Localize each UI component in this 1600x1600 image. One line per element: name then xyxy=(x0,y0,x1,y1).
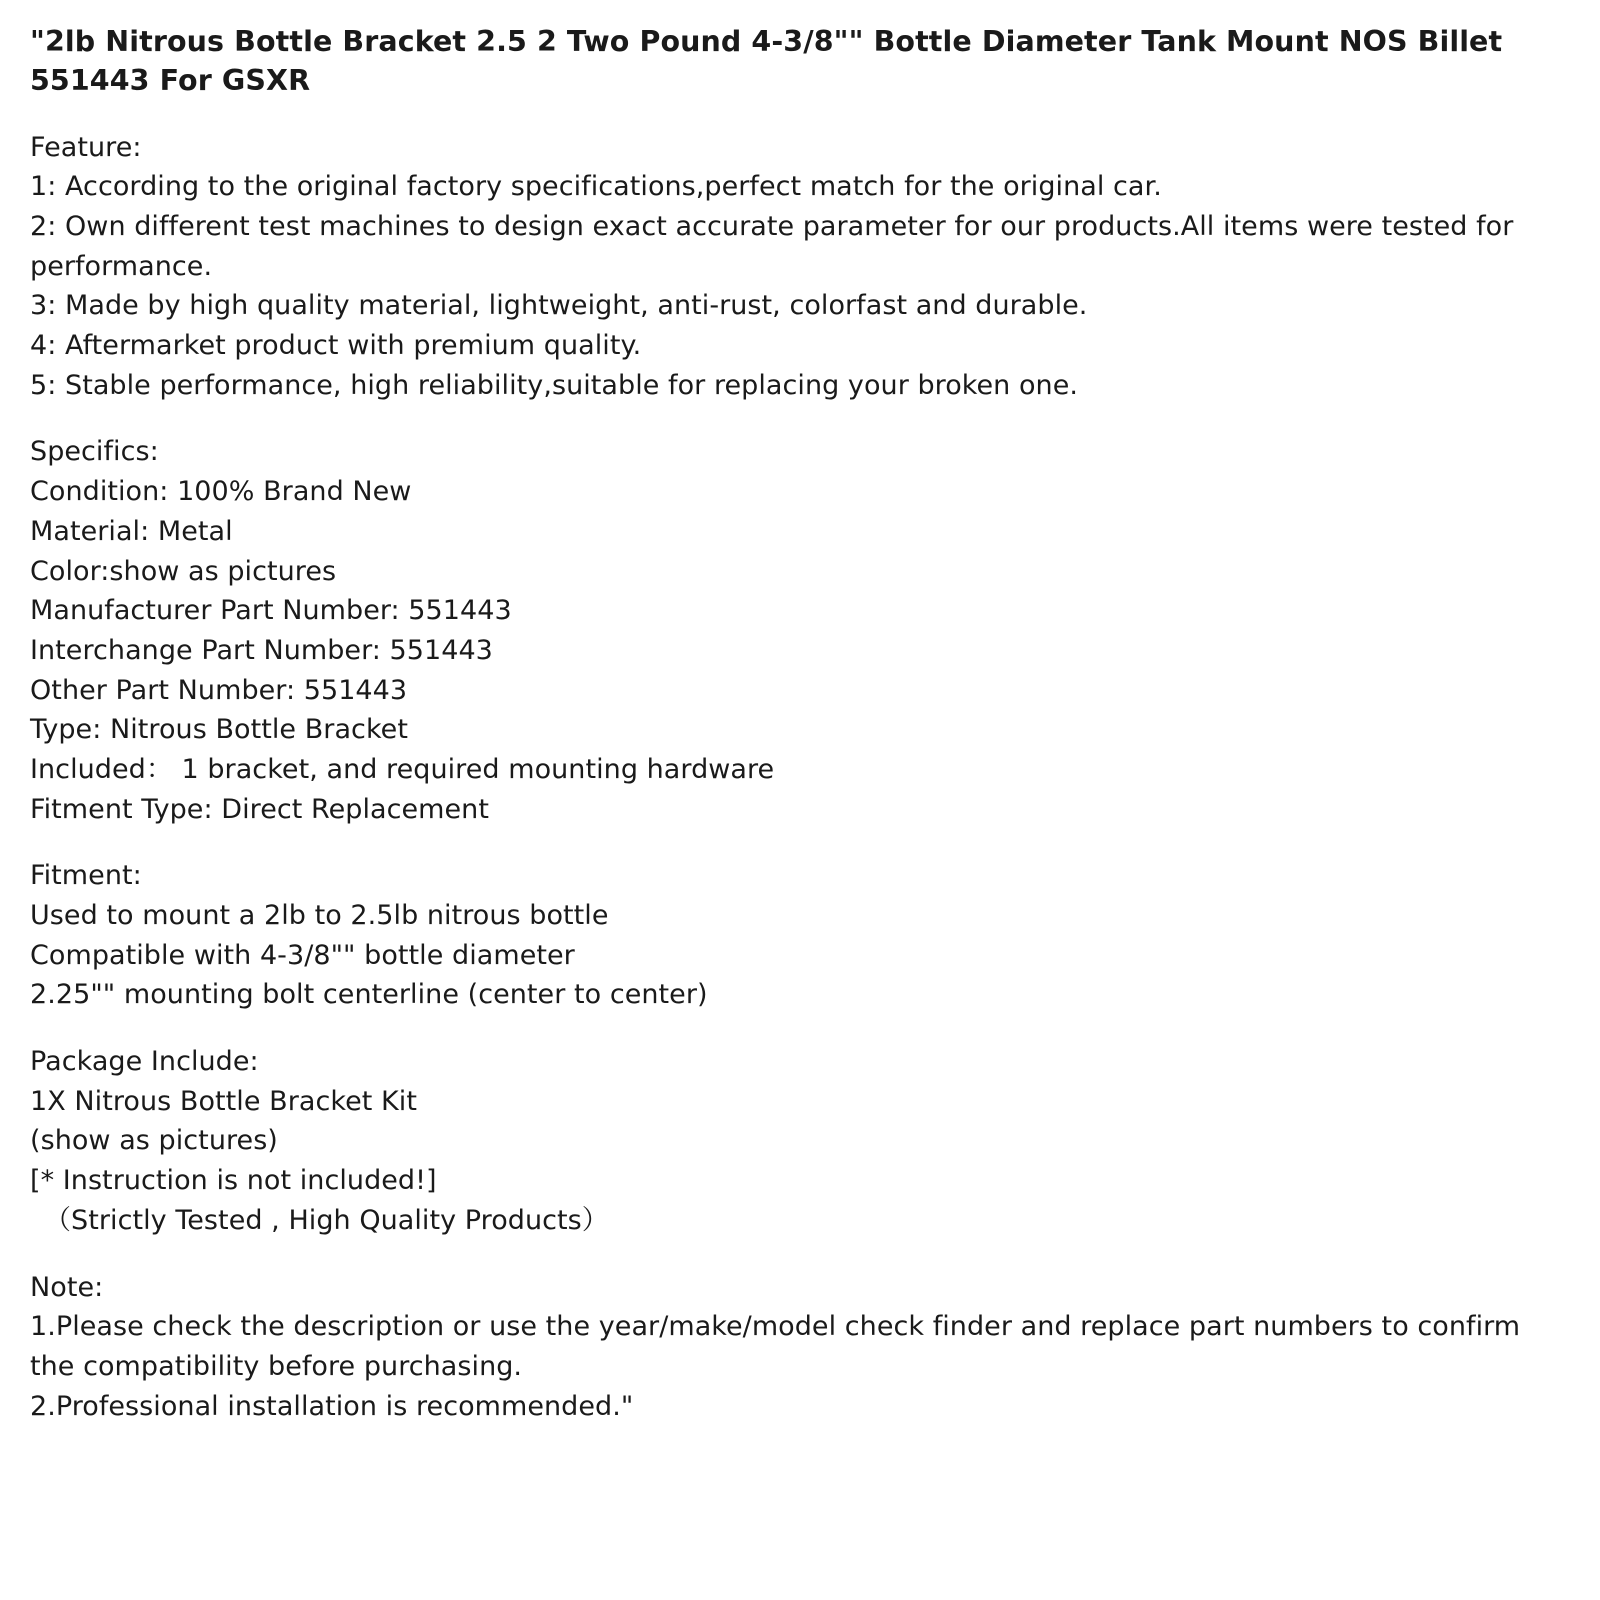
note-item: 1.Please check the description or use the year/make/model check finder and replace part numbers to confirm the compatibility before purchasing. xyxy=(30,1311,1521,1382)
feature-item: 5: Stable performance, high reliability,suitable for replacing your broken one. xyxy=(30,369,1078,401)
spec-item: Other Part Number: 551443 xyxy=(30,674,408,706)
section-package-include xyxy=(30,1042,1570,1240)
spec-item: Fitment Type: Direct Replacement xyxy=(30,793,489,825)
spec-item: Type: Nitrous Bottle Bracket xyxy=(30,714,408,746)
package-item: （Strictly Tested , High Quality Products） xyxy=(44,1204,609,1236)
feature-item: 2: Own different test machines to design exact accurate parameter for our products.All items were tested for performance. xyxy=(30,211,1514,282)
section-feature xyxy=(30,128,1570,406)
fitment-item: 2.25"" mounting bolt centerline (center to center) xyxy=(30,979,708,1011)
feature-item: 3: Made by high quality material, lightweight, anti-rust, colorfast and durable. xyxy=(30,290,1088,322)
spec-item: Interchange Part Number: 551443 xyxy=(30,634,493,666)
package-item: [* Instruction is not included!] xyxy=(30,1165,437,1197)
package-item: 1X Nitrous Bottle Bracket Kit xyxy=(30,1085,417,1117)
section-heading: Package Include: xyxy=(30,1046,259,1078)
section-specifics xyxy=(30,432,1570,829)
section-heading: Fitment: xyxy=(30,860,142,892)
section-note xyxy=(30,1268,1570,1427)
spec-item: Manufacturer Part Number: 551443 xyxy=(30,595,512,627)
section-fitment xyxy=(30,856,1570,1015)
spec-item: Material: Metal xyxy=(30,515,233,547)
spec-item: Included： 1 bracket, and required mounting hardware xyxy=(30,753,775,785)
feature-item: 4: Aftermarket product with premium quality. xyxy=(30,330,642,362)
fitment-item: Compatible with 4-3/8"" bottle diameter xyxy=(30,939,575,971)
package-item: (show as pictures) xyxy=(30,1125,278,1157)
spec-item: Condition: 100% Brand New xyxy=(30,476,412,508)
section-heading: Feature: xyxy=(30,131,142,163)
section-heading: Note: xyxy=(30,1271,104,1303)
section-heading: Specifics: xyxy=(30,436,159,468)
feature-item: 1: According to the original factory specifications,perfect match for the original car. xyxy=(30,171,1162,203)
fitment-item: Used to mount a 2lb to 2.5lb nitrous bottle xyxy=(30,900,609,932)
note-item: 2.Professional installation is recommended." xyxy=(30,1390,634,1422)
page-title: "2lb Nitrous Bottle Bracket 2.5 2 Two Pound 4-3/8"" Bottle Diameter Tank Mount NOS Billet 551443 For GSXR xyxy=(30,25,1503,98)
spec-item: Color:show as pictures xyxy=(30,555,337,587)
